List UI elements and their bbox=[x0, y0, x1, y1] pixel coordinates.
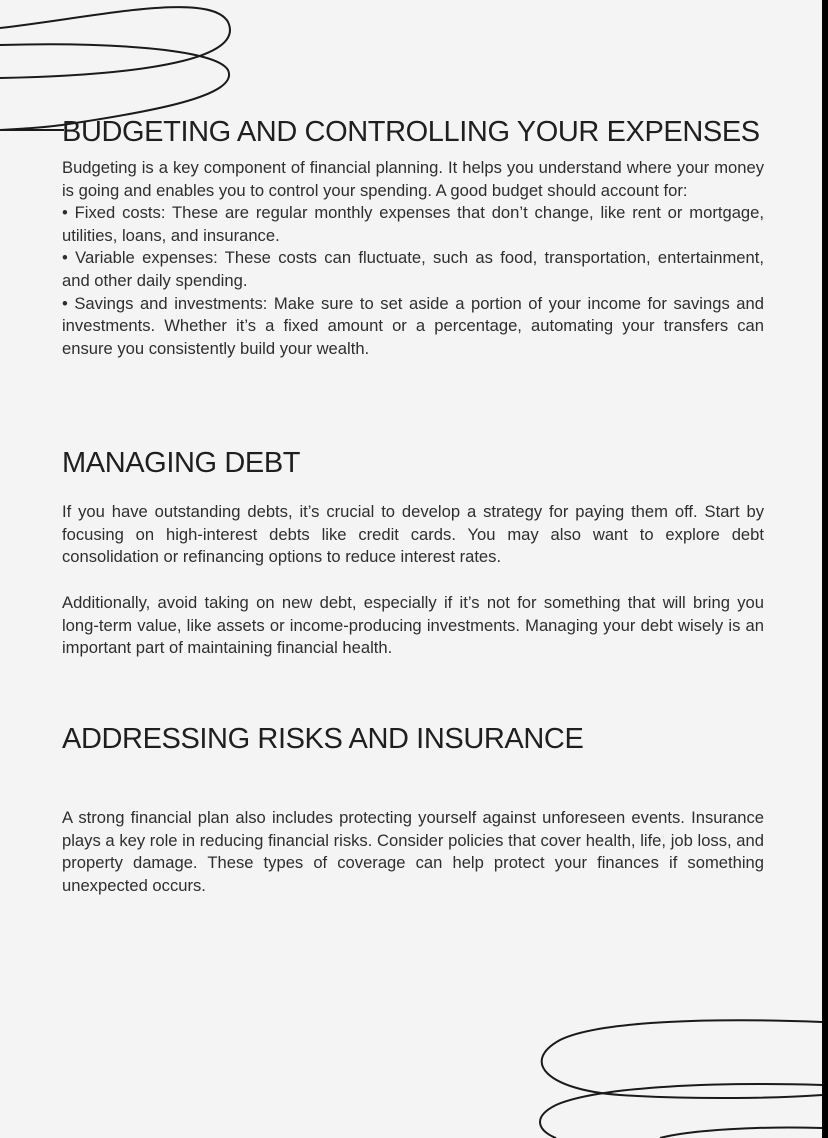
budgeting-intro: Budgeting is a key component of financial planning. It helps you understand where your money is going and enables you to control your spending. A good budget should account for: bbox=[62, 158, 764, 200]
section-title-budgeting: BUDGETING AND CONTROLLING YOUR EXPENSES bbox=[62, 116, 760, 148]
bullet-savings-investments: • Savings and investments: Make sure to set aside a portion of your income for savings and investments. Whether it’s a fixed amount or a percentage, automating your transfers can ensure you consistently build your wealth. bbox=[62, 293, 764, 358]
debt-paragraph-1: If you have outstanding debts, it’s crucial to develop a strategy for paying them off. Start by focusing on high-interest debts like credit cards. You may also want to explore debt consolidation or refinancing options to reduce interest rates. bbox=[62, 502, 764, 567]
bullet-fixed-costs: • Fixed costs: These are regular monthly expenses that don’t change, like rent or mortgage, utilities, loans, and insurance. bbox=[62, 203, 764, 245]
debt-paragraph-2: Additionally, avoid taking on new debt, especially if it’s not for something that will bring you long-term value, like assets or income-producing investments. Managing your debt wisely is an important part of maintaining financial health. bbox=[62, 593, 764, 658]
section-title-managing-debt: MANAGING DEBT bbox=[62, 447, 301, 479]
bullet-variable-expenses: • Variable expenses: These costs can fluctuate, such as food, transportation, entertainment, and other daily spending. bbox=[62, 248, 764, 290]
insurance-paragraph: A strong financial plan also includes protecting yourself against unforeseen events. Insurance plays a key role in reducing financial risks. Consider policies that cover health, life, job loss, and property damage. These types of coverage can help protect your finances if something unexpected occurs. bbox=[62, 808, 764, 895]
budgeting-body bbox=[62, 157, 764, 360]
swirl-top-loop-1 bbox=[0, 7, 230, 78]
swirl-bottom-loop-2 bbox=[540, 1084, 822, 1138]
section-title-risks-insurance: ADDRESSING RISKS AND INSURANCE bbox=[62, 723, 584, 755]
swirl-bottom-loop-1 bbox=[542, 1020, 822, 1098]
swirl-bottom-loop-3 bbox=[660, 1127, 822, 1138]
